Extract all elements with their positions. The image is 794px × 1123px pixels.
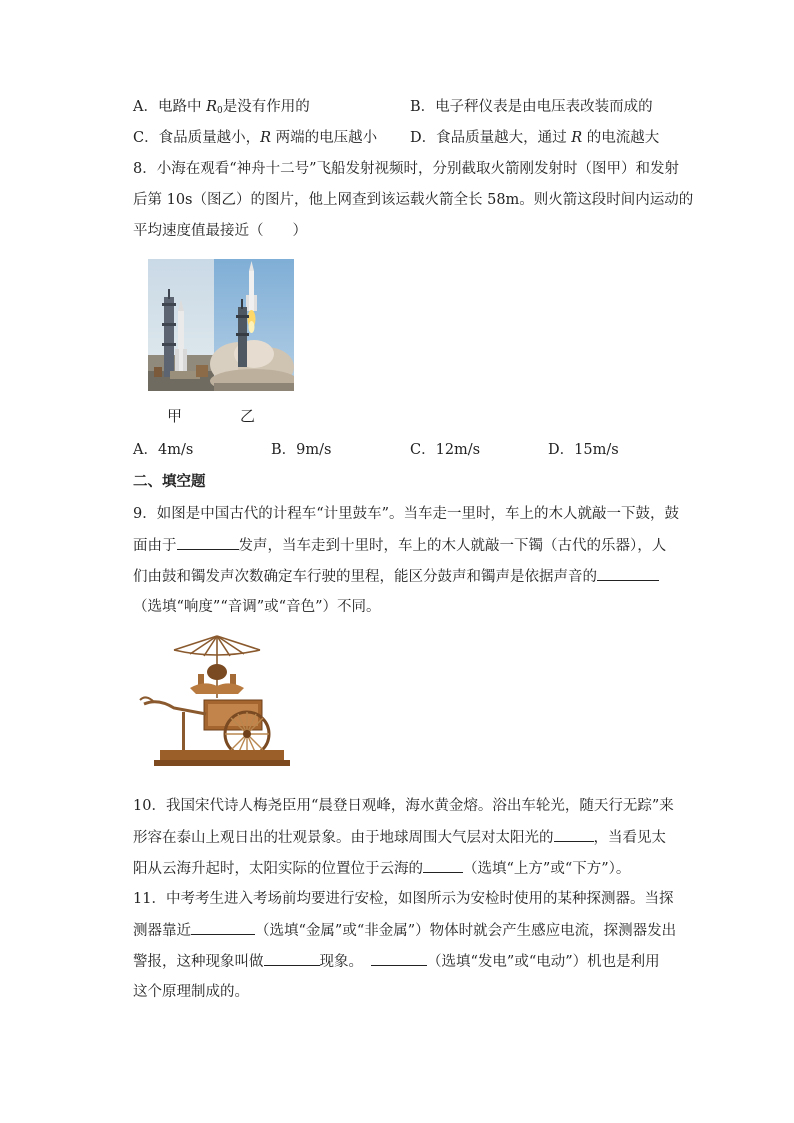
drum-carriage-image <box>134 628 300 770</box>
q9-line-1: 9．如图是中国古代的计程车“计里鼓车”。当车走一里时，车上的木人就敲一下鼓，鼓 <box>133 506 680 522</box>
answer-blank[interactable] <box>423 858 463 873</box>
answer-blank[interactable] <box>554 827 594 842</box>
q8-option-d: D．15m/s <box>548 442 619 458</box>
q9-line-2-text: 面由于 <box>133 538 177 554</box>
q11-line-3-text-2: 现象。 <box>319 954 363 970</box>
q8-option-a: A．4m/s <box>133 442 194 458</box>
rocket-launch-figure <box>148 259 294 391</box>
subscript-0: 0 <box>217 106 223 116</box>
q7-option-d <box>410 128 659 148</box>
q7-option-d-text: D．食品质量越大，通过 <box>410 130 572 146</box>
q11-line-1: 11．中考考生进入考场前均要进行安检，如图所示为安检时使用的某种探测器。当探 <box>133 891 674 907</box>
q7-option-d-text-2: 的电流越大 <box>582 130 660 146</box>
q10-line-2-text-2: ，当看见太 <box>593 830 666 846</box>
q10-line-3-text: 阳从云海升起时，太阳实际的位置位于云海的 <box>133 861 423 877</box>
caption-jia: 甲 <box>167 407 183 425</box>
answer-blank[interactable] <box>264 951 320 966</box>
q7-option-c-text-2: 两端的电压越小 <box>271 130 378 146</box>
q7-option-a <box>133 97 310 121</box>
rocket-image-a <box>148 259 214 391</box>
q7-option-c-text: C．食品质量越小， <box>133 130 261 146</box>
q10-line-2 <box>133 827 666 848</box>
q9-line-3 <box>133 566 659 587</box>
q8-line-3: 平均速度值最接近（ ） <box>133 223 307 239</box>
variable-r: R <box>260 130 272 146</box>
q10-line-2-text: 形容在泰山上观日出的壮观景象。由于地球周围大气层对太阳光的 <box>133 830 554 846</box>
q9-line-2 <box>133 535 666 556</box>
q9-line-4: （选填“响度”“音调”或“音色”）不同。 <box>133 599 381 615</box>
rocket-image-b <box>210 259 294 391</box>
q8-line-1: 8．小海在观看“神舟十二号”飞船发射视频时，分别截取火箭刚发射时（图甲）和发射 <box>133 161 680 177</box>
q9-line-3-text: 们由鼓和镯发声次数确定车行驶的里程，能区分鼓声和镯声是依据声音的 <box>133 569 597 585</box>
q8-option-b: B．9m/s <box>271 442 332 458</box>
q7-option-c <box>133 128 377 148</box>
answer-blank[interactable] <box>191 920 255 935</box>
q11-line-3-text-3: （选填“发电”或“电动”）机也是利用 <box>427 954 660 970</box>
answer-blank[interactable] <box>177 535 239 550</box>
q7-option-a-text: A．电路中 <box>133 99 207 115</box>
q7-option-a-text-2: 是没有作用的 <box>222 99 310 115</box>
q10-line-3-text-2: （选填“上方”或“下方”）。 <box>463 861 631 877</box>
answer-blank[interactable] <box>597 566 659 581</box>
q8-option-c: C．12m/s <box>410 442 481 458</box>
q11-line-2-text: 测器靠近 <box>133 923 191 939</box>
q11-line-4: 这个原理制成的。 <box>133 984 249 1000</box>
variable-r: R <box>206 99 218 115</box>
q9-line-2-text-2: 发声，当车走到十里时，车上的木人就敲一下镯（古代的乐器），人 <box>238 538 667 554</box>
rocket-launch-image <box>148 259 294 391</box>
variable-r: R <box>571 130 583 146</box>
q10-line-1: 10．我国宋代诗人梅尧臣用“晨登日观峰，海水黄金熔。浴出车轮光，随天行无踪”来 <box>133 798 674 814</box>
q8-line-2: 后第 10s（图乙）的图片，他上网查到该运载火箭全长 58m。则火箭这段时间内运动的 <box>133 192 694 208</box>
answer-blank[interactable] <box>371 951 427 966</box>
q10-line-3 <box>133 858 630 879</box>
section-heading: 二、填空题 <box>133 473 206 490</box>
q11-line-3 <box>133 951 660 972</box>
q11-line-2-text-2: （选填“金属”或“非金属”）物体时就会产生感应电流，探测器发出 <box>255 923 677 939</box>
caption-yi: 乙 <box>240 407 256 425</box>
q7-option-b: B．电子秤仪表是由电压表改装而成的 <box>410 99 653 115</box>
drum-carriage-figure <box>134 628 300 770</box>
q11-line-3-text: 警报，这种现象叫做 <box>133 954 264 970</box>
q11-line-2 <box>133 920 676 941</box>
